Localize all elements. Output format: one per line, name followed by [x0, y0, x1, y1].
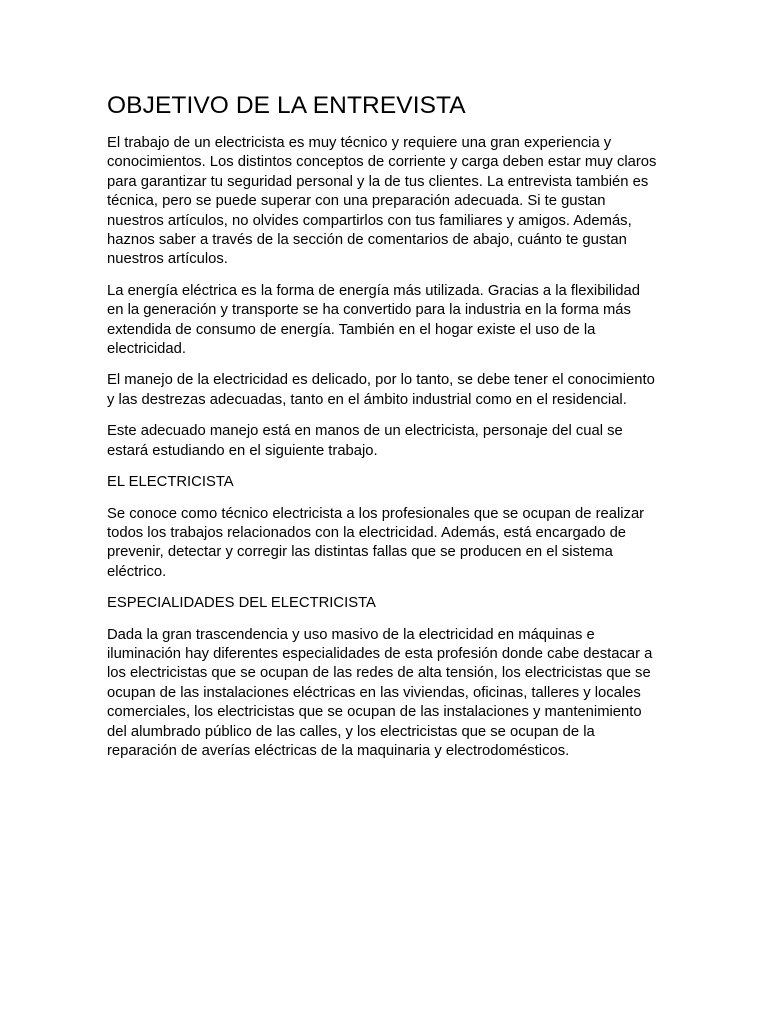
intro-paragraph: El trabajo de un electricista es muy técnico y requiere una gran experiencia y conocimientos. Los distintos conceptos de corriente y carga deben estar muy claros para garantizar tu seguridad personal y la de tus clientes. La entrevista también es técnica, pero se puede superar con una preparación adecuada. Si te gustan nuestros artículos, no olvides compartirlos con tus familiares y amigos. Además, haznos saber a través de la sección de comentarios de abajo, cuánto te gustan nuestros artículos. [107, 135, 657, 268]
document-page [107, 91, 659, 761]
document-title: OBJETIVO DE LA ENTREVISTA [107, 92, 466, 119]
especialidades-paragraph: Dada la gran trascendencia y uso masivo de la electricidad en máquinas e iluminación hay diferentes especialidades de esta profesión donde cabe destacar a los electricistas que se ocupan de las redes de alta tensión, los electricistas que se ocupan de las instalaciones eléctricas en las viviendas, oficinas, talleres y locales comerciales, los electricistas que se ocupan de las instalaciones y mantenimiento del alumbrado público de las calles, y los electricistas que se ocupan de la reparación de averías eléctricas de la maquinaria y electrodomésticos. [107, 626, 653, 759]
section-heading-especialidades: ESPECIALIDADES DEL ELECTRICISTA [107, 595, 376, 612]
energy-paragraph: La energía eléctrica es la forma de energía más utilizada. Gracias a la flexibilidad en la generación y transporte se ha convertido para la industria en la forma más extendida de consumo de energía. También en el hogar existe el uso de la electricidad. [107, 282, 640, 358]
handling-paragraph: El manejo de la electricidad es delicado, por lo tanto, se debe tener el conocimiento y las destrezas adecuadas, tanto en el ámbito industrial como en el residencial. [107, 372, 655, 408]
electricista-paragraph: Se conoce como técnico electricista a los profesionales que se ocupan de realizar todos los trabajos relacionados con la electricidad. Además, está encargado de prevenir, detectar y corregir las distintas fallas que se producen en el sistema eléctrico. [107, 505, 645, 580]
section-heading-electricista: EL ELECTRICISTA [107, 474, 234, 491]
electrician-role-paragraph: Este adecuado manejo está en manos de un electricista, personaje del cual se estará estudiando en el siguiente trabajo. [107, 423, 623, 459]
